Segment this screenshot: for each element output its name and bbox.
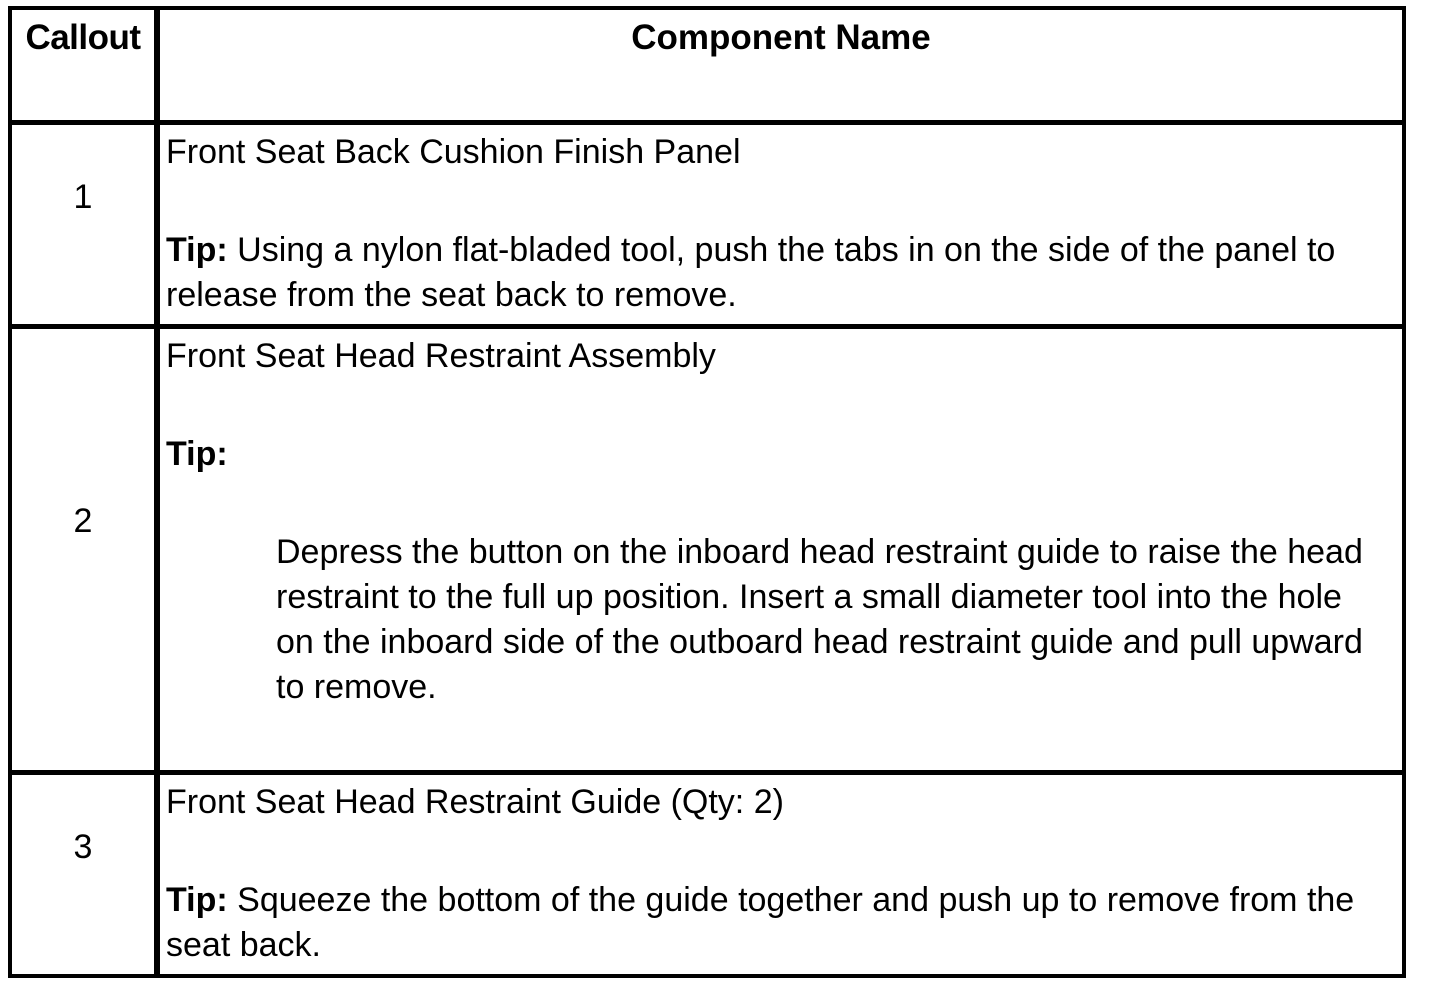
component-1-name: Front Seat Back Cushion Finish Panel — [166, 133, 741, 171]
tip-text: Squeeze the bottom of the guide together and push up to remove from the seat back. — [166, 881, 1355, 964]
component-2-name: Front Seat Head Restraint Assembly — [166, 337, 716, 375]
component-3-name: Front Seat Head Restraint Guide (Qty: 2) — [166, 783, 784, 821]
component-2-tip — [166, 432, 1392, 477]
row-divider — [12, 324, 1402, 329]
component-1 — [166, 130, 1392, 318]
component-3 — [166, 780, 1392, 968]
column-divider — [154, 10, 160, 974]
tip-label: Tip: — [166, 435, 228, 473]
tip-text: Using a nylon flat-bladed tool, push the tabs in on the side of the panel to release from the seat back to remove. — [166, 231, 1336, 314]
tip-label: Tip: — [166, 231, 228, 269]
callout-3: 3 — [73, 828, 93, 866]
component-3-tip — [166, 878, 1392, 968]
component-2-tip-text: Depress the button on the inboard head restraint guide to raise the head restraint to the full up position. Insert a small diameter tool into the hole on the inboard side of the outboard head restraint guide and pull upward to remove. — [276, 533, 1363, 706]
component-2 — [166, 334, 1392, 477]
component-1-tip — [166, 228, 1392, 318]
header-component-name: Component Name — [631, 18, 931, 57]
row-divider — [12, 120, 1402, 125]
header-callout: Callout — [25, 18, 141, 57]
callout-1: 1 — [73, 178, 93, 216]
tip-label: Tip: — [166, 881, 228, 919]
callout-2: 2 — [73, 502, 93, 540]
component-table — [8, 6, 1406, 978]
row-divider — [12, 770, 1402, 775]
